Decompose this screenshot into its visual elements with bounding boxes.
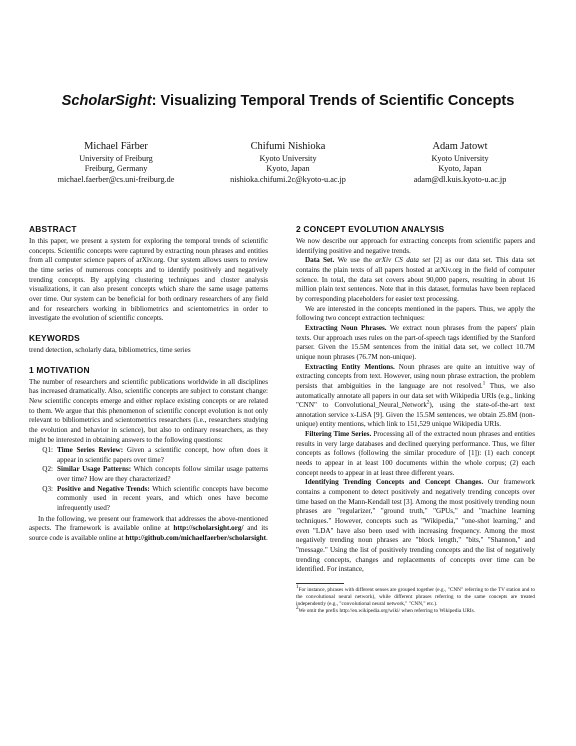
paper-title [60,92,516,110]
question-list [29,446,268,514]
question-item [29,485,268,514]
question-text: Which concepts follow similar usage patterns over time? How are they characterized? [57,465,269,484]
author-2 [202,141,374,185]
trending-runin: Identifying Trending Concepts and Concept Changes. [305,478,484,487]
noun-phrase-paragraph: Extracting Noun Phrases. We extract noun phrases from the papers' plain texts. Our approach uses rules on the part-of-speech tags identified by the Stanford parser. Given the 15.5M sentences from the initial data set, we collect 10.7M unique noun phrases (76.7M non-unique). [296,323,535,361]
question-text: Given a scientific concept, how often does it appear in scientific papers over time? [57,446,268,464]
question-title: Similar Usage Patterns: [57,465,132,474]
dataset-paragraph: Data Set. We use the arXiv CS data set [2] as our data set. This data set contains the plain texts of all papers hosted at arXiv.org in the field of computer science. In total, the data set covers about 90,000 papers, resulting in about 16 million plain text sentences. Note that in this dataset, formulas have been replaced by corresponding placeholders for easier text processing. [296,256,535,303]
filtering-paragraph: Filtering Time Series. Processing all of the extracted noun phrases and entities results in very large databases and declined querying performance. Thus, we filter concepts as follows (following the similar procedure of [1]): (1) each concept needs to appear in at least 100 documents within the whole corpus; (2) each concept needs to appear in at least three different years. [296,430,535,477]
framework-paragraph: In the following, we present our framework that addresses the above-mentioned aspects. The framework is available online at http://scholarsight.org/ and its source code is available online at http://github.com/michaelfaerber/scholarsight. [29,514,268,543]
entity-runin: Extracting Entity Mentions. [305,362,395,371]
author-1 [30,141,202,185]
author-affiliation: University of Freiburg [79,153,153,163]
motivation-paragraph: The number of researchers and scientific publications worldwide in all disciplines has increased dramatically. Also, scientific concepts are subject to constant change: New scientific concepts emerge and either replace existing concepts or are related to them. We argue that this phenomenon of scientific concept evolution is not only relevant to bibliometrics and scientometrics researchers (i.e., researchers studying the evolution and behavior in science), but also to ordinary researchers, as they might be interested in obtaining answers to the following questions: [29,377,268,444]
noun-phrase-runin: Extracting Noun Phrases. [305,323,387,332]
keywords-heading: KEYWORDS [29,332,80,343]
author-email: nishioka.chifumi.2c@kyoto-u.ac.jp [230,174,346,184]
title-subtitle: : Visualizing Temporal Trends of Scientific Concepts [151,93,515,109]
filtering-runin: Filtering Time Series. [305,430,372,439]
author-block [30,141,546,185]
abstract-heading: ABSTRACT [29,224,77,234]
author-affiliation: Kyoto University [431,153,489,163]
abstract-text: In this paper, we present a system for exploring the temporal trends of scientific concepts. Scientific concepts were captured by extracting noun phrases and entities from all computer science papers of arXiv.org. Our system allows users to review the time series of numerous concepts and to identify positively and negatively trending concepts. By applying clustering techniques and cluster analysis visualizations, it can also present concepts which share the same usage patterns over time. Our system can be beneficial for both ordinary researchers of any field and for researchers working in bibliometrics and scientometrics in order to investigate the evolution of scientific concepts. [29,237,268,323]
question-label: Q2: [42,465,53,474]
dataset-runin: Data Set. [305,256,335,265]
author-name: Michael Färber [84,141,148,152]
author-email: adam@dl.kuis.kyoto-u.ac.jp [413,174,507,184]
motivation-heading: 1 MOTIVATION [29,364,90,375]
question-label: Q3: [42,484,53,493]
author-name: Adam Jatowt [432,141,488,152]
footnote-mark: 2 [426,400,430,406]
interest-paragraph: We are interested in the concepts mentioned in the papers. Thus, we apply the following two concept extraction techniques: [296,304,535,323]
footnote-divider [296,583,344,584]
question-item [29,446,268,465]
left-column [29,224,268,544]
question-text: Which scientific concepts have become commonly used in recent years, and which ones have become infrequently used? [57,484,268,513]
question-label: Q1: [42,446,53,455]
entity-paragraph: Extracting Entity Mentions. Noun phrases are quite an intuitive way of extracting concepts from text. However, using noun phrase extraction, the problem persists that ambiguities in the language are not resolved.$^1$ Thus, we also automatically annotate all papers in our data set with Wikipedia URIs (e.g., linking "CNN" to Convolutional_Neural_Network$^2$), using the state-of-the-art text annotation service x-LiSA [9]. Given the 15.5M sentences, we obtain 25.8M (non-unique) entity mentions, which link to 151,529 unique Wikipedia URIs. [296,362,535,429]
keywords-text: trend detection, scholarly data, bibliometrics, time series [29,345,191,354]
footnote-1: $^1$For instance, phrases with different senses are grouped together (e.g., "CNN" referring to the TV station and to the convolutional neural network), while different phrases referring to the same concepts are treated independently (e.g., "convolutional neural network," "CNN," etc.). [296,585,535,607]
author-location: Freiburg, Germany [84,164,148,174]
author-email: michael.faerber@cs.uni-freiburg.de [57,174,175,184]
author-location: Kyoto, Japan [438,164,482,174]
trending-paragraph: Identifying Trending Concepts and Concept Changes. Our framework contains a component to detect positively and negatively trending concepts over time based on the Mann-Kendall test [3]. Among the most positively trending noun phrases are "regularizer," "ground truth," "GPUs," and "machine learning techniques." However, concepts such as "Wikipedia," "one-shot learning," and even "LDA" have also been used with increasing frequency. Among the most negatively trending noun phrases are "block length," "bits," "Shannon," and "message." Using the list of positively trending concepts and the list of negatively trending concepts, changes and replacements of concepts over time can be identified. For instance, [296,478,535,574]
scholarsight-link[interactable]: http://scholarsight.org/ [173,524,244,533]
question-title: Time Series Review: [57,446,124,455]
footnote-2: $^2$We omit the prefix http://en.wikipedia.org/wiki/ when referring to Wikipedia URIs. [296,605,476,614]
concept-heading: 2 CONCEPT EVOLUTION ANALYSIS [296,224,445,234]
question-item [29,465,268,484]
github-link[interactable]: http://github.com/michaelfaerber/scholarsight [125,534,266,543]
right-column [296,224,535,615]
question-title: Positive and Negative Trends: [57,484,150,493]
author-3 [374,141,546,185]
author-name: Chifumi Nishioka [250,141,326,152]
footnote-mark: 1 [482,381,486,387]
author-location: Kyoto, Japan [266,164,310,174]
title-system-name: ScholarSight [61,93,152,109]
concept-intro: We now describe our approach for extracting concepts from scientific papers and identifying positive and negative trends. [296,237,535,255]
author-affiliation: Kyoto University [259,153,317,163]
